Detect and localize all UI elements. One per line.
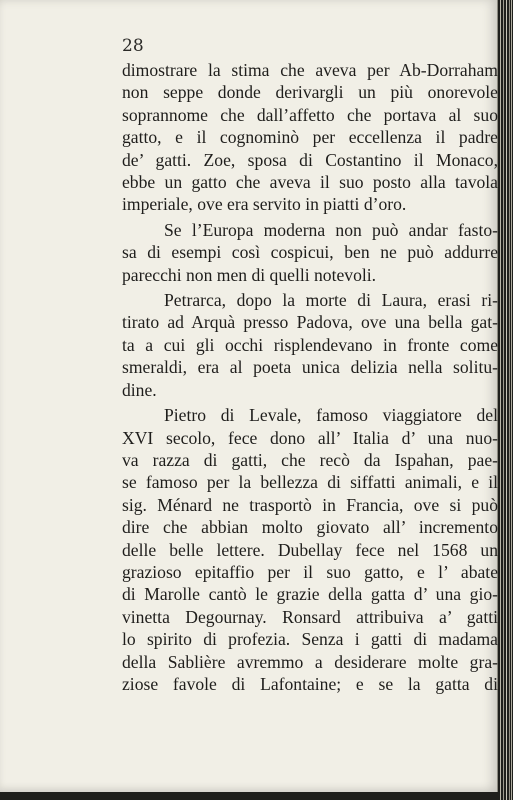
text-line: de’ gatti. Zoe, sposa di Costantino il Monaco, xyxy=(122,149,498,170)
page-edge xyxy=(509,0,510,800)
text-line: grazioso epitaffio per il suo gatto, e l’ abate xyxy=(122,561,498,582)
text-line: di Marolle cantò le grazie della gatta d’ una gio- xyxy=(122,584,498,605)
text-line: imperiale, ove era servito in piatti d’oro. xyxy=(122,194,407,215)
page-edge xyxy=(503,0,504,800)
text-line: soprannome che dall’affetto che portava al suo xyxy=(122,104,498,125)
text-line: non seppe donde derivargli un più onorevole xyxy=(122,82,498,103)
text-line: dire che abbian molto giovato all’ incremento xyxy=(122,517,498,538)
paragraph-4 xyxy=(122,404,498,695)
page-edge xyxy=(506,0,507,800)
text-line: lo spirito di profezia. Senza i gatti di madama xyxy=(122,629,498,650)
text-line: se famoso per la bellezza di siffatti animali, e il xyxy=(122,472,498,493)
text-line: gatto, e il cognominò per eccellenza il padre xyxy=(122,127,498,148)
page-edge xyxy=(511,0,512,800)
text-line: va razza di gatti, che recò da Ispahan, pae- xyxy=(122,449,498,470)
text-line: parecchi non men di quelli notevoli. xyxy=(122,264,377,285)
text-line: ziose favole di Lafontaine; e se la gatta di xyxy=(122,673,498,694)
text-line: vinetta Degournay. Ronsard attribuiva a’ gatti xyxy=(122,606,498,627)
text-line: tirato ad Arquà presso Padova, ove una bella gat- xyxy=(122,312,498,333)
page-edge xyxy=(500,0,501,800)
text-line: ebbe un gatto che aveva il suo posto alla tavola xyxy=(122,172,498,193)
text-line: dine. xyxy=(122,379,157,400)
text-line: XVI secolo, fece dono all’ Italia d’ una nuo- xyxy=(122,427,498,448)
text-line: sa di esempi così cospicui, ben ne può addurre xyxy=(122,242,498,263)
paragraph-1 xyxy=(122,59,498,216)
text-line: Se l’Europa moderna non può andar fasto- xyxy=(164,219,498,240)
text-line: smeraldi, era al poeta unica delizia nella solitu- xyxy=(122,357,498,378)
page-number: 28 xyxy=(122,36,144,56)
paragraph-3 xyxy=(122,289,498,401)
text-line: della Sablière avremmo a desiderare molte gra- xyxy=(122,651,498,672)
text-line: sig. Ménard ne trasportò in Francia, ove si può xyxy=(122,494,498,515)
text-line: Petrarca, dopo la morte di Laura, erasi ri- xyxy=(164,290,498,311)
text-line: delle belle lettere. Dubellay fece nel 1568 un xyxy=(122,539,498,560)
body-text xyxy=(122,59,498,695)
text-line: Pietro di Levale, famoso viaggiatore del xyxy=(164,405,498,426)
text-line: dimostrare la stima che aveva per Ab-Dorraham xyxy=(122,60,498,80)
paragraph-2 xyxy=(122,219,498,286)
text-line: ta a cui gli occhi risplendevano in fronte come xyxy=(122,334,498,355)
